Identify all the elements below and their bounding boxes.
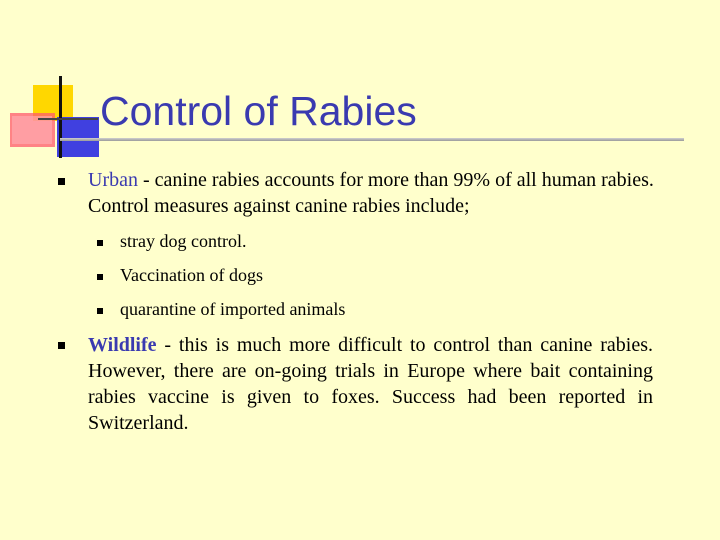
subpoint-stray-dog-control: stray dog control. [120, 231, 247, 251]
urban-keyword: Urban [88, 169, 138, 191]
slide-title: Control of Rabies [100, 88, 417, 134]
wildlife-keyword: Wildlife [88, 334, 157, 356]
bullet-urban [88, 167, 668, 219]
sub-bullet-marker [97, 274, 103, 280]
bullet-wildlife [88, 332, 653, 436]
wildlife-text: - this is much more difficult to control than canine rabies. However, there are on-going trials in Europe where bait containing rabies vaccine is given to foxes. Success had been reported in Switzerland. [88, 334, 653, 434]
urban-text: - canine rabies accounts for more than 99% of all human rabies. Control measures against canine rabies include; [88, 169, 654, 217]
sub-bullet-marker [97, 308, 103, 314]
sub-bullet-marker [97, 240, 103, 246]
subpoint-vaccination: Vaccination of dogs [120, 265, 263, 285]
title-divider [60, 138, 684, 141]
bullet-marker [58, 342, 65, 349]
slide-logo [0, 0, 110, 170]
bullet-marker [58, 178, 65, 185]
subpoint-quarantine: quarantine of imported animals [120, 299, 346, 319]
